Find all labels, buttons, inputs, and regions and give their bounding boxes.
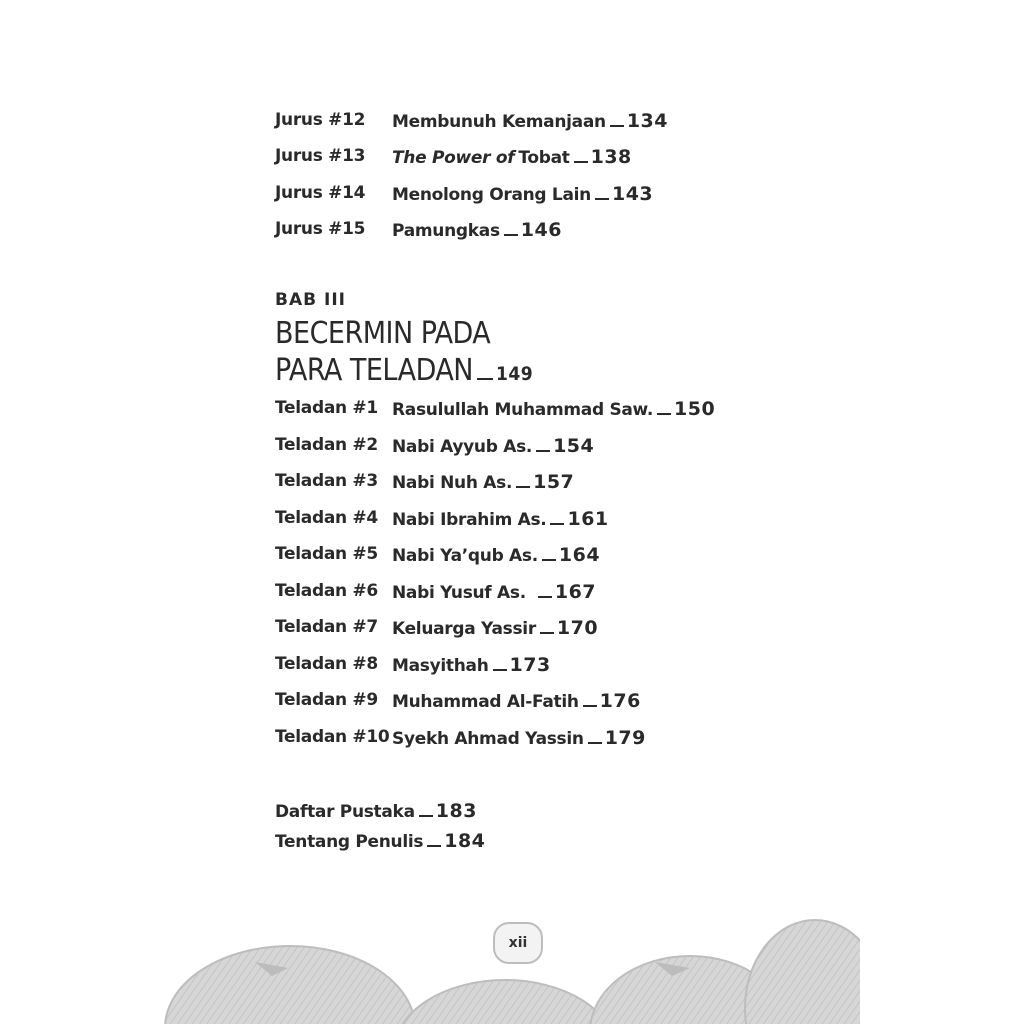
chapter-title-text: PARA TELADAN [275, 353, 473, 388]
entry-label: Teladan #1 [275, 398, 378, 418]
chapter-label: BAB III [275, 290, 346, 310]
toc-entry-jurus-14 [275, 183, 654, 213]
entry-title-italic: The Power of [392, 148, 515, 168]
entry-title: Tentang Penulis [275, 832, 424, 852]
toc-entry-teladan-9 [275, 690, 641, 720]
entry-title: Nabi Yusuf As. [392, 583, 526, 603]
entry-label: Teladan #10 [275, 727, 390, 747]
entry-label: Teladan #5 [275, 544, 378, 564]
toc-entry-teladan-7 [275, 617, 599, 647]
chapter-title-line2 [275, 353, 533, 388]
entry-label: Teladan #9 [275, 690, 378, 710]
page-number-badge [493, 922, 543, 964]
entry-label: Teladan #8 [275, 654, 378, 674]
toc-entry-teladan-6 [275, 581, 597, 611]
entry-page: 176 [599, 690, 641, 712]
page-number: xii [508, 935, 528, 951]
entry-page: 143 [611, 183, 654, 205]
toc-entry-jurus-13 [275, 146, 632, 176]
entry-title: Daftar Pustaka [275, 802, 415, 822]
entry-page: 170 [556, 617, 599, 639]
entry-page: 164 [558, 544, 601, 566]
entry-label: Teladan #7 [275, 617, 378, 637]
entry-page: 150 [674, 398, 716, 420]
entry-title: Menolong Orang Lain [392, 185, 591, 205]
entry-label: Teladan #2 [275, 435, 378, 455]
toc-entry-teladan-3 [275, 471, 575, 501]
entry-label: Teladan #6 [275, 581, 378, 601]
entry-page: 146 [520, 219, 562, 241]
entry-page: 157 [533, 471, 575, 493]
chapter-page: 149 [495, 363, 534, 385]
entry-title: Masyithah [392, 656, 489, 676]
entry-page: 173 [509, 654, 551, 676]
toc-entry-teladan-2 [275, 435, 595, 465]
entry-page: 134 [626, 110, 668, 132]
entry-title: Nabi Ya’qub As. [392, 546, 538, 566]
entry-title: Nabi Nuh As. [392, 473, 513, 493]
entry-title: Tobat [518, 148, 570, 168]
entry-page: 161 [567, 508, 609, 530]
entry-title: Keluarga Yassir [392, 619, 536, 639]
entry-title: Nabi Ayyub As. [392, 437, 533, 457]
toc-entry-jurus-12 [275, 110, 668, 140]
toc-entry-teladan-1 [275, 398, 716, 428]
entry-title: Syekh Ahmad Yassin [392, 729, 584, 749]
entry-page: 183 [435, 800, 477, 822]
toc-entry-tentang-penulis [275, 830, 485, 852]
chapter-title-line1: BECERMIN PADA [275, 316, 491, 351]
entry-label: Jurus #12 [275, 110, 366, 130]
entry-page: 167 [554, 581, 597, 603]
entry-page: 179 [604, 727, 646, 749]
entry-page: 184 [444, 830, 486, 852]
entry-label: Jurus #15 [275, 219, 366, 239]
entry-title: Pamungkas [392, 221, 500, 241]
entry-title: Rasulullah Muhammad Saw. [392, 400, 654, 420]
entry-title: Membunuh Kemanjaan [392, 112, 606, 132]
toc-entry-daftar-pustaka [275, 800, 477, 822]
toc-entry-teladan-5 [275, 544, 601, 574]
toc-entry-jurus-15 [275, 219, 562, 249]
toc-entry-teladan-8 [275, 654, 551, 684]
toc-entry-teladan-10 [275, 727, 646, 757]
entry-label: Jurus #14 [275, 183, 366, 203]
entry-label: Teladan #4 [275, 508, 378, 528]
entry-page: 154 [553, 435, 595, 457]
entry-page: 138 [590, 146, 632, 168]
entry-title: Nabi Ibrahim As. [392, 510, 547, 530]
entry-title: Muhammad Al-Fatih [392, 692, 579, 712]
toc-entry-teladan-4 [275, 508, 609, 538]
entry-label: Teladan #3 [275, 471, 378, 491]
entry-label: Jurus #13 [275, 146, 366, 166]
